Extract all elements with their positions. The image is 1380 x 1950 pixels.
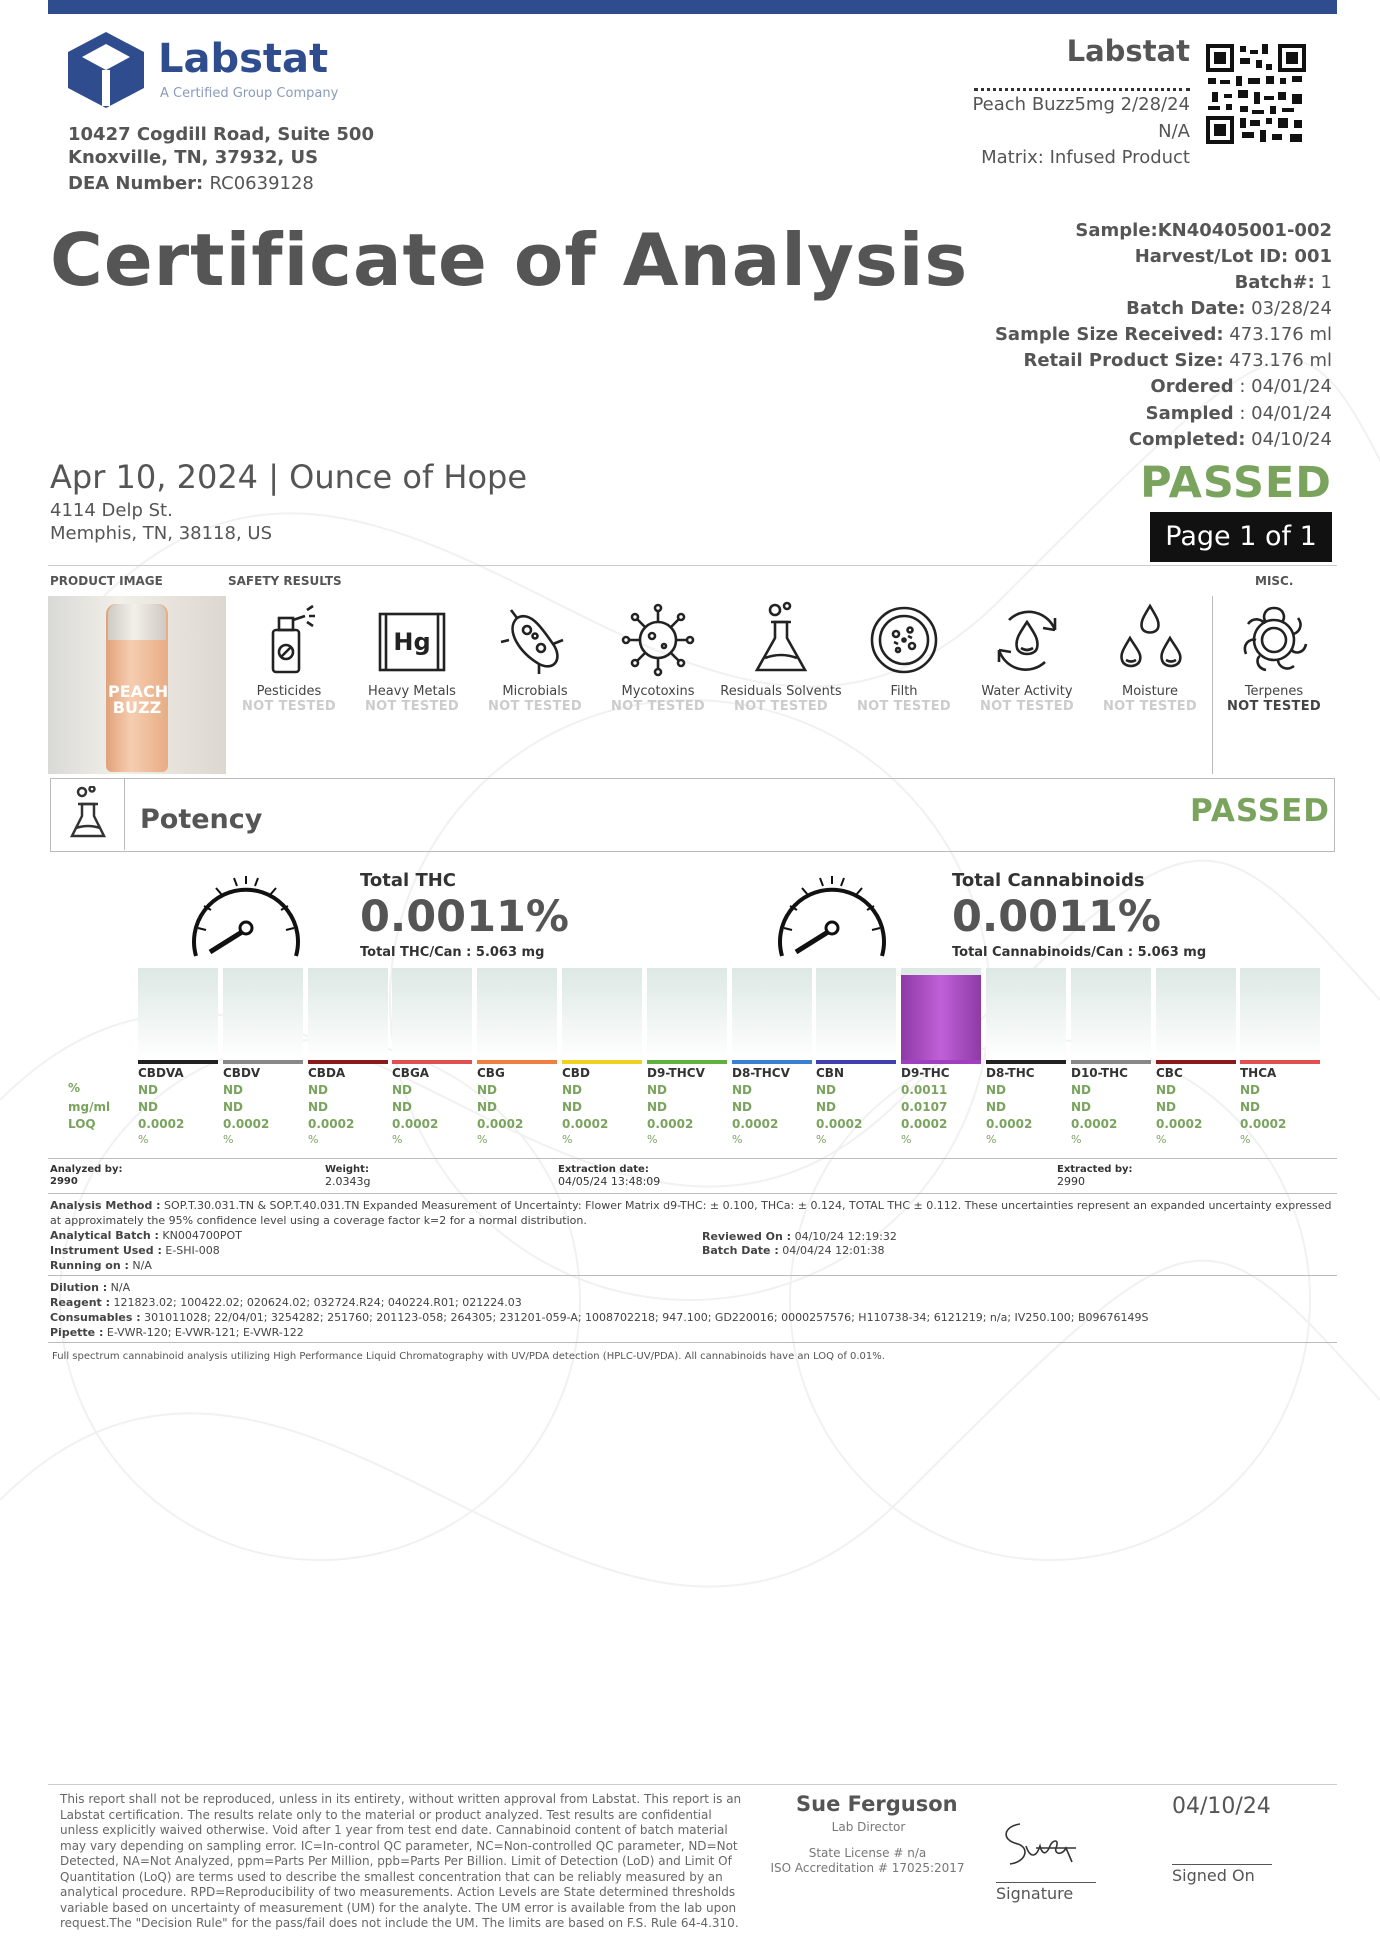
safety-label: Filth: [890, 684, 918, 699]
safety-result-pesticides: [228, 600, 350, 714]
lab-address-line2: Knoxville, TN, 37932, US: [68, 147, 319, 168]
sample-meta-label: Batch Date:: [1126, 298, 1246, 319]
safety-status: NOT TESTED: [365, 699, 459, 714]
analyte-loq: 0.0002: [986, 1117, 1033, 1131]
analytical-batch-label: Analytical Batch :: [50, 1229, 159, 1242]
sample-meta-label: Sampled: [1145, 403, 1234, 424]
signature-line: [996, 1882, 1096, 1883]
analyte-column-bg: [732, 968, 812, 1060]
misc-status: NOT TESTED: [1227, 699, 1321, 714]
extraction-date-value: 04/05/24 13:48:09: [558, 1175, 661, 1188]
analyte-column-bg: [1156, 968, 1236, 1060]
divider: [48, 1193, 1337, 1194]
row-label-mgml: mg/ml: [68, 1100, 111, 1114]
analyte-mgml: ND: [477, 1100, 498, 1114]
analyte-column-bg: [223, 968, 303, 1060]
divider: [48, 1275, 1337, 1276]
reviewed-on-value: 04/10/24 12:19:32: [791, 1230, 897, 1243]
analyte-pct: ND: [138, 1083, 159, 1097]
potency-title: Potency: [140, 804, 263, 835]
sample-meta-value: 473.176 ml: [1223, 350, 1332, 371]
safety-label: Water Activity: [981, 684, 1073, 699]
analyte-color-line: [647, 1060, 727, 1064]
analyte-color-line: [1240, 1060, 1320, 1064]
droplets-icon: [1112, 600, 1188, 680]
total-thc-per-can: Total THC/Can : 5.063 mg: [360, 945, 545, 960]
analyte-unit: %: [986, 1133, 997, 1146]
analyte-unit: %: [477, 1133, 488, 1146]
report-date-client: Apr 10, 2024 | Ounce of Hope: [50, 458, 528, 496]
analyte-loq: 0.0002: [647, 1117, 694, 1131]
analyte-name: CBGA: [392, 1066, 430, 1080]
analyte-column-bg: [1240, 968, 1320, 1060]
safety-result-water-activity: [966, 600, 1088, 714]
client-street: 4114 Delp St.: [50, 500, 173, 521]
reviewed-on-label: Reviewed On :: [702, 1230, 792, 1243]
instrument-label: Instrument Used :: [50, 1244, 162, 1257]
analyte-color-line: [901, 1060, 981, 1064]
sample-meta-value: 001: [1288, 246, 1332, 267]
dea-number: [68, 173, 314, 194]
sample-meta-label: Harvest/Lot ID:: [1134, 246, 1289, 267]
analyte-loq: 0.0002: [1156, 1117, 1203, 1131]
sample-meta-value: : 04/01/24: [1233, 376, 1332, 397]
safety-status: NOT TESTED: [488, 699, 582, 714]
safety-result-heavy-metals: [351, 600, 473, 714]
total-thc-label: Total THC: [360, 870, 456, 891]
logo-name: Labstat: [158, 36, 329, 82]
analyte-color-line: [816, 1060, 896, 1064]
analyte-unit: %: [138, 1133, 149, 1146]
weight-label: Weight:: [325, 1164, 369, 1175]
client-city: Memphis, TN, 38118, US: [50, 523, 273, 544]
analyte-color-line: [1156, 1060, 1236, 1064]
analyte-mgml: ND: [562, 1100, 583, 1114]
page-indicator: Page 1 of 1: [1150, 512, 1332, 562]
weight-value: 2.0343g: [325, 1175, 371, 1188]
dilution-label: Dilution :: [50, 1281, 108, 1294]
safety-result-residuals-solvents: [720, 600, 842, 714]
sample-meta-item: [1023, 350, 1332, 371]
dilution: [50, 1280, 130, 1295]
analyte-unit: %: [1071, 1133, 1082, 1146]
analyte-column-bg: [647, 968, 727, 1060]
sample-meta-label: Batch#:: [1234, 272, 1315, 293]
analyte-name: D9-THCV: [647, 1066, 705, 1080]
analyte-column-bg: [816, 968, 896, 1060]
dea-label: DEA Number:: [68, 173, 204, 194]
signed-on-label: Signed On: [1172, 1866, 1255, 1885]
state-license: State License # n/a: [808, 1846, 927, 1860]
signed-date: 04/10/24: [1172, 1794, 1271, 1819]
analyte-unit: %: [562, 1133, 573, 1146]
batch-date-value: 04/04/24 12:01:38: [778, 1244, 885, 1257]
analyte-column-bg: [138, 968, 218, 1060]
petri-dish-icon: [866, 600, 942, 680]
analyte-loq: 0.0002: [392, 1117, 439, 1131]
overall-status-badge: PASSED: [1140, 458, 1332, 508]
total-cannabinoids-gauge-icon: [772, 866, 892, 962]
safety-status: NOT TESTED: [857, 699, 951, 714]
analyte-column-bg: [1071, 968, 1151, 1060]
analyte-mgml: ND: [392, 1100, 413, 1114]
analyte-mgml: ND: [308, 1100, 329, 1114]
analyte-name: D8-THC: [986, 1066, 1035, 1080]
analyte-pct: ND: [392, 1083, 413, 1097]
sample-meta-item: [1135, 246, 1332, 267]
safety-result-moisture: [1089, 600, 1211, 714]
instrument-value: E-SHI-008: [161, 1244, 220, 1257]
signature-label: Signature: [996, 1884, 1074, 1903]
section-label-misc: MISC.: [1255, 574, 1294, 588]
product-can-top: [108, 604, 166, 640]
sample-meta-item: [1126, 298, 1332, 319]
section-label-safety: SAFETY RESULTS: [228, 574, 342, 588]
pipette-value: E-VWR-120; E-VWR-121; E-VWR-122: [103, 1326, 304, 1339]
analyte-name: THCA: [1240, 1066, 1277, 1080]
analysis-method-value: SOP.T.30.031.TN & SOP.T.40.031.TN Expanded Measurement of Uncertainty: Flower Matrix d9-THC: ± 0.100, THCa: ± 0.124, TOTAL THC ± 0.112. These uncertainties represent an expanded uncertainty expressed: [160, 1199, 1332, 1212]
analyte-loq: 0.0002: [732, 1117, 779, 1131]
dilution-value: N/A: [107, 1281, 131, 1294]
analysis-method-label: Analysis Method :: [50, 1199, 161, 1212]
svg-text:Hg: Hg: [393, 628, 431, 656]
safety-status: NOT TESTED: [980, 699, 1074, 714]
analyte-name: CBN: [816, 1066, 844, 1080]
analyte-pct: ND: [986, 1083, 1007, 1097]
safety-label: Pesticides: [256, 684, 322, 699]
handwritten-signature: [996, 1818, 1082, 1872]
reagent: [50, 1295, 522, 1310]
page-title: Certificate of Analysis: [50, 218, 969, 302]
reagent-value: 121823.02; 100422.02; 020624.02; 032724.R24; 040224.R01; 021224.03: [110, 1296, 522, 1309]
reviewed-on: [702, 1229, 897, 1244]
analyte-unit: %: [392, 1133, 403, 1146]
analyte-loq: 0.0002: [901, 1117, 948, 1131]
analyte-color-line: [308, 1060, 388, 1064]
safety-status: NOT TESTED: [734, 699, 828, 714]
analytical-batch-value: KN004700POT: [158, 1229, 242, 1242]
sample-meta-item: [1129, 429, 1332, 450]
misc-divider: [1212, 596, 1213, 774]
water-cycle-icon: [989, 600, 1065, 680]
spray-bottle-icon: [251, 600, 327, 680]
analyte-unit: %: [647, 1133, 658, 1146]
sample-meta-item: [1150, 376, 1332, 397]
safety-result-microbials: [474, 600, 596, 714]
analyte-pct: ND: [647, 1083, 668, 1097]
safety-label: Moisture: [1122, 684, 1178, 699]
misc-label: Terpenes: [1244, 684, 1304, 699]
analyte-unit: %: [901, 1133, 912, 1146]
analyte-unit: %: [308, 1133, 319, 1146]
running-on: [50, 1258, 152, 1273]
qr-code-icon[interactable]: [1206, 44, 1306, 144]
footer-divider: [48, 1784, 1337, 1785]
dotted-separator: [974, 88, 1190, 91]
analyte-mgml: ND: [223, 1100, 244, 1114]
analyte-column-bg: [562, 968, 642, 1060]
analyte-color-line: [986, 1060, 1066, 1064]
analyte-mgml: ND: [1156, 1100, 1177, 1114]
potency-status-badge: PASSED: [1189, 793, 1330, 829]
safety-status: NOT TESTED: [1103, 699, 1197, 714]
extracted-by-value: 2990: [1057, 1175, 1085, 1188]
product-can-label: PEACH BUZZ: [108, 682, 169, 717]
safety-status: NOT TESTED: [242, 699, 336, 714]
total-cannabinoids-value: 0.0011%: [952, 892, 1162, 942]
analyte-mgml: ND: [138, 1100, 159, 1114]
row-label-pct: %: [68, 1081, 81, 1095]
analyte-column-bg: [392, 968, 472, 1060]
analyte-name: D9-THC: [901, 1066, 950, 1080]
matrix-line: Matrix: Infused Product: [981, 147, 1190, 168]
section-label-product-image: PRODUCT IMAGE: [50, 574, 163, 588]
signer-title: Lab Director: [831, 1820, 906, 1834]
analyte-bar: [901, 975, 981, 1060]
analyte-column-bg: [308, 968, 388, 1060]
analyte-pct: 0.0011: [901, 1083, 948, 1097]
analyte-pct: ND: [223, 1083, 244, 1097]
virus-icon: [620, 600, 696, 680]
potency-header-divider: [124, 778, 125, 850]
analyte-mgml: ND: [986, 1100, 1007, 1114]
analyte-mgml: ND: [1071, 1100, 1092, 1114]
sample-meta-value: : 04/01/24: [1233, 403, 1332, 424]
analyte-loq: 0.0002: [1071, 1117, 1118, 1131]
analyte-name: CBDV: [223, 1066, 261, 1080]
dea-value: RC0639128: [209, 173, 314, 194]
instrument-used: [50, 1243, 220, 1258]
sample-meta-label: Retail Product Size:: [1023, 350, 1224, 371]
sample-meta-item: [1075, 220, 1332, 241]
analyte-pct: ND: [1156, 1083, 1177, 1097]
consumables-value: 301011028; 22/04/01; 3254282; 251760; 201123-058; 264305; 231201-059-A; 1008702218; 947.100; GD220016; 0000257576; H110738-34; 6121219; n/a; IV250.100; B09676149S: [140, 1311, 1149, 1324]
sample-meta-label: Sample Size Received:: [994, 324, 1224, 345]
safety-result-mycotoxins: [597, 600, 719, 714]
iso-accreditation: ISO Accreditation # 17025:2017: [770, 1861, 965, 1875]
analyte-pct: ND: [562, 1083, 583, 1097]
lab-name-right: Labstat: [1066, 34, 1190, 68]
analysis-method-cont: at approximately the 95% confidence level using a coverage factor k=2 for a normal distribution.: [50, 1214, 587, 1227]
analyte-pct: ND: [477, 1083, 498, 1097]
analyte-color-line: [392, 1060, 472, 1064]
analyte-pct: ND: [816, 1083, 837, 1097]
extraction-date-label: Extraction date:: [558, 1164, 649, 1175]
analyte-name: CBC: [1156, 1066, 1183, 1080]
analyte-unit: %: [732, 1133, 743, 1146]
analytical-batch: [50, 1228, 242, 1243]
consumables: [50, 1310, 1340, 1325]
sample-meta-item: [995, 324, 1332, 345]
running-on-value: N/A: [128, 1259, 152, 1272]
extracted-by-label: Extracted by:: [1057, 1164, 1133, 1175]
product-line: Peach Buzz5mg 2/28/24: [972, 94, 1190, 115]
microbe-icon: [497, 600, 573, 680]
analyte-name: CBDVA: [138, 1066, 184, 1080]
safety-result-filth: [843, 600, 965, 714]
safety-label: Microbials: [502, 684, 568, 699]
analyte-mgml: ND: [816, 1100, 837, 1114]
flask-icon: [743, 600, 819, 680]
analyte-color-line: [1071, 1060, 1151, 1064]
safety-label: Residuals Solvents: [720, 684, 842, 699]
running-on-label: Running on :: [50, 1259, 129, 1272]
analyte-loq: 0.0002: [816, 1117, 863, 1131]
top-bar: [48, 0, 1337, 14]
na-line: N/A: [1158, 121, 1190, 142]
analyte-name: CBD: [562, 1066, 590, 1080]
analyte-unit: %: [1240, 1133, 1251, 1146]
sample-meta-value: KN40405001-002: [1157, 220, 1332, 241]
analyte-name: D10-THC: [1071, 1066, 1128, 1080]
analyte-mgml: 0.0107: [901, 1100, 948, 1114]
total-cannabinoids-label: Total Cannabinoids: [952, 870, 1145, 891]
analyte-loq: 0.0002: [138, 1117, 185, 1131]
analyte-name: CBG: [477, 1066, 505, 1080]
analyte-color-line: [732, 1060, 812, 1064]
analyte-unit: %: [816, 1133, 827, 1146]
analyte-name: D8-THCV: [732, 1066, 790, 1080]
sample-meta-value: 04/10/24: [1245, 429, 1332, 450]
sample-meta-label: Completed:: [1128, 429, 1246, 450]
potency-flask-icon: [68, 786, 108, 842]
total-thc-gauge-icon: [186, 866, 306, 962]
divider: [48, 565, 1337, 566]
analyte-mgml: ND: [732, 1100, 753, 1114]
analyte-color-line: [562, 1060, 642, 1064]
sample-meta-item: [1146, 403, 1332, 424]
safety-status: NOT TESTED: [611, 699, 705, 714]
analysis-method: [50, 1198, 1340, 1228]
safety-label: Heavy Metals: [368, 684, 456, 699]
sample-meta-label: Sample:: [1075, 220, 1158, 241]
analyte-pct: ND: [1240, 1083, 1261, 1097]
analyte-unit: %: [223, 1133, 234, 1146]
analyte-color-line: [138, 1060, 218, 1064]
analyte-color-line: [477, 1060, 557, 1064]
signed-on-line: [1172, 1864, 1272, 1865]
analyte-pct: ND: [732, 1083, 753, 1097]
analyte-name: CBDA: [308, 1066, 346, 1080]
analyte-loq: 0.0002: [477, 1117, 524, 1131]
analyte-unit: %: [1156, 1133, 1167, 1146]
sample-meta-value: 03/28/24: [1245, 298, 1332, 319]
total-cannabinoids-per-can: Total Cannabinoids/Can : 5.063 mg: [952, 945, 1207, 960]
analyte-color-line: [223, 1060, 303, 1064]
lab-address-line1: 10427 Cogdill Road, Suite 500: [68, 124, 374, 145]
analyte-mgml: ND: [647, 1100, 668, 1114]
batch-date-label: Batch Date :: [702, 1244, 779, 1257]
analyzed-by-label: Analyzed by:: [50, 1164, 123, 1175]
reagent-label: Reagent :: [50, 1296, 111, 1309]
hg-icon: [374, 600, 450, 680]
total-thc-value: 0.0011%: [360, 892, 570, 942]
analyte-column-bg: [986, 968, 1066, 1060]
safety-label: Mycotoxins: [621, 684, 695, 699]
sample-meta-item: [1235, 272, 1332, 293]
analyzed-by-value: 2990: [50, 1176, 78, 1187]
logo-tagline: A Certified Group Company: [160, 86, 339, 101]
divider: [48, 1158, 1337, 1159]
consumables-label: Consumables :: [50, 1311, 141, 1324]
disclaimer: This report shall not be reproduced, unless in its entirety, without written approval from Labstat. This report is an Labstat certification. The results relate only to the material or product analyzed. Test results are confidential unless explicitly waived otherwise. Void after 1 year from test end date. Cannabinoid content of batch material may vary depending on sampling error. IC=In-control QC parameter, NC=Non-controlled QC parameter, ND=Not Detected, NA=Not Analyzed, ppm=Parts Per Million, ppb=Parts Per Billion. Limit of Detection (LoD) and Limit Of Quantitation (LoQ) are terms used to describe the smallest concentration that can be reliably measured by an analytical procedure. RPD=Reproducibility of two measurements. Action Levels are State determined thresholds variable based on uncertainty of measurement (UM) for the analyte. The UM error is available from the lab upon request.The "Decision Rule" for the pass/fail does not include the UM. The limits are based on F.S. Rule 64-4.310.: [60, 1792, 742, 1930]
analyte-pct: ND: [308, 1083, 329, 1097]
pipette: [50, 1325, 304, 1340]
batch-date: [702, 1243, 885, 1258]
sample-meta-value: 1: [1314, 272, 1332, 293]
analyte-loq: 0.0002: [562, 1117, 609, 1131]
analyte-pct: ND: [1071, 1083, 1092, 1097]
analyte-mgml: ND: [1240, 1100, 1261, 1114]
analyte-column-bg: [477, 968, 557, 1060]
signer-name: Sue Ferguson: [796, 1792, 958, 1816]
misc-result-terpenes: [1213, 600, 1335, 714]
sample-meta-label: Ordered: [1150, 376, 1234, 397]
divider: [48, 1342, 1337, 1343]
sample-meta-value: 473.176 ml: [1223, 324, 1332, 345]
method-note: Full spectrum cannabinoid analysis utilizing High Performance Liquid Chromatography with UV/PDA detection (HPLC-UV/PDA). All cannabinoids have an LOQ of 0.01%.: [52, 1351, 885, 1362]
analyte-loq: 0.0002: [223, 1117, 270, 1131]
analyte-loq: 0.0002: [1240, 1117, 1287, 1131]
flower-icon: [1236, 600, 1312, 680]
row-label-loq: LOQ: [68, 1117, 96, 1131]
labstat-logo-icon: [64, 30, 148, 108]
analyte-loq: 0.0002: [308, 1117, 355, 1131]
pipette-label: Pipette :: [50, 1326, 104, 1339]
